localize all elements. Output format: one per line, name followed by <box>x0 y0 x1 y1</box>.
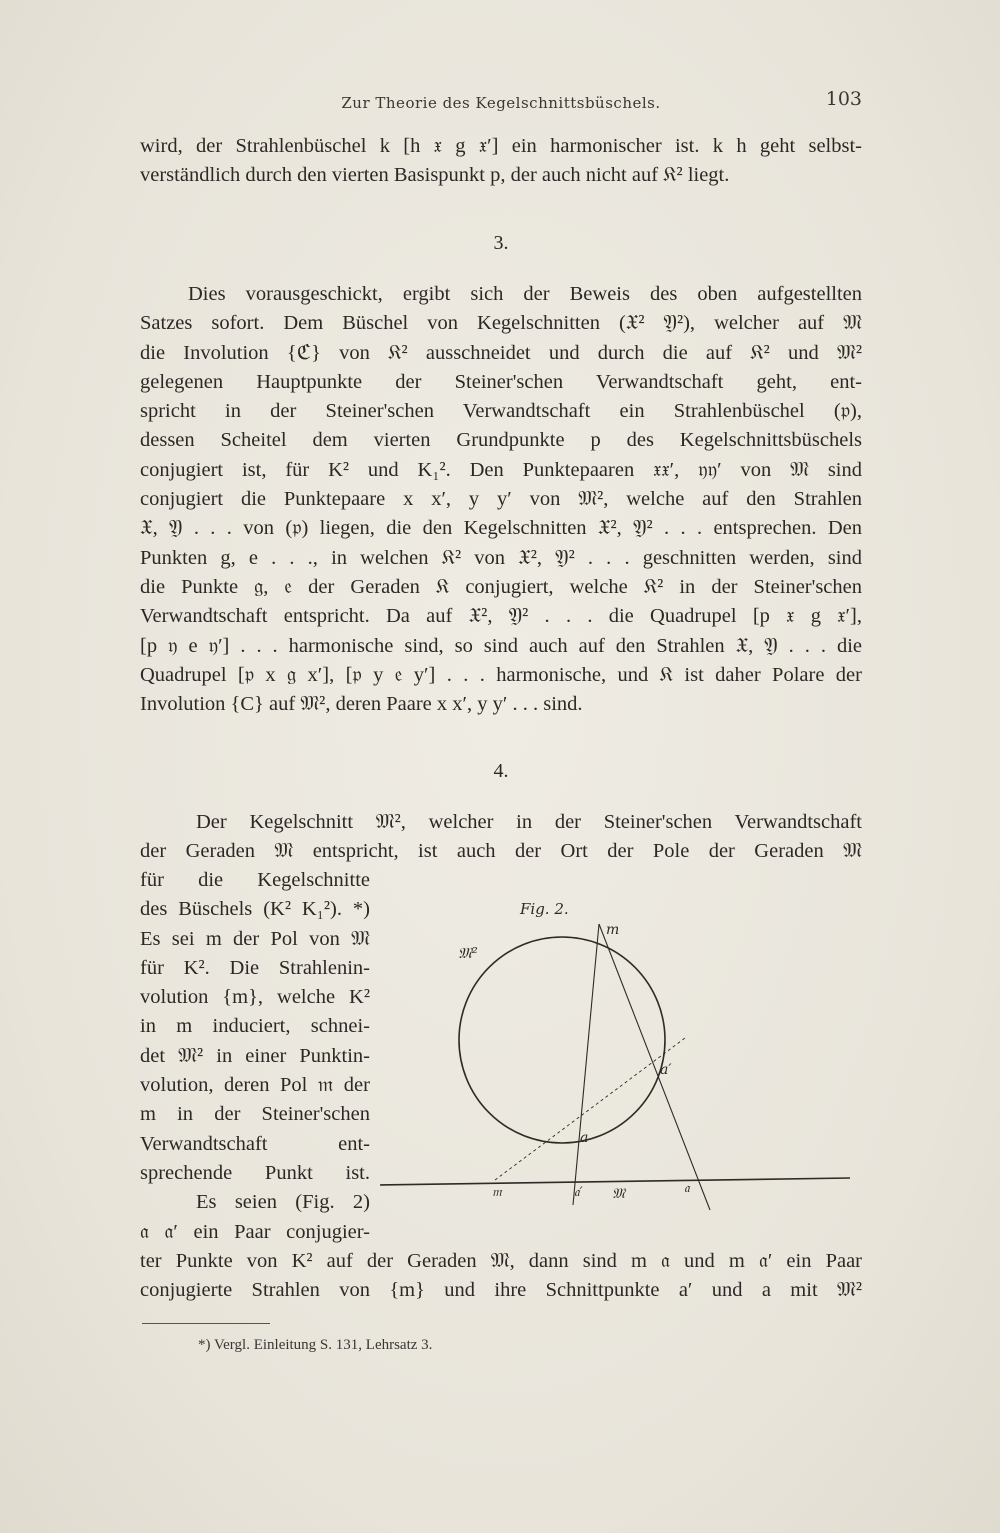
figure-caption: Fig. 2. <box>520 900 569 918</box>
figure-2 <box>380 880 860 1220</box>
text-line: Es seien (Fig. 2) <box>196 1191 370 1214</box>
text-line: gelegenen Hauptpunkte der Steiner'schen Verwandtschaft geht, ent- <box>140 370 862 393</box>
text-line: die Punkte 𝔤, 𝔢 der Geraden 𝔎 conjugiert, welche 𝔎² in der Steiner'schen <box>140 575 862 598</box>
text-line: conjugiert ist, für K² und K₁². Den Punktepaaren 𝔵𝔵′, 𝔶𝔶′ von 𝔐 sind <box>140 458 862 481</box>
text-line: verständlich durch den vierten Basispunkt p, der auch nicht auf 𝔎² liegt. <box>140 164 730 187</box>
text-line: der Geraden 𝔐 entspricht, ist auch der Ort der Pole der Geraden 𝔐 <box>140 840 862 863</box>
text-line: ter Punkte von K² auf der Geraden 𝔐, dann sind m 𝔞 und m 𝔞′ ein Paar <box>140 1250 862 1272</box>
text-line: m in der Steiner'schen <box>140 1103 370 1126</box>
label-frak-a-prime: 𝔞′ <box>574 1185 583 1200</box>
footnote: *) Vergl. Einleitung S. 131, Lehrsatz 3. <box>198 1337 433 1353</box>
label-a: a <box>580 1130 589 1146</box>
text-line: Verwandtschaft ent- <box>140 1132 370 1155</box>
line-M <box>380 1178 850 1185</box>
text-line: Involution {C} auf 𝔐², deren Paare x x′, y y′ . . . sind. <box>140 693 583 716</box>
section-number-3: 3. <box>493 232 509 254</box>
label-frak-a: 𝔞 <box>684 1181 690 1196</box>
text-line: Punkten g, e . . ., in welchen 𝔎² von 𝔛², 𝔜² . . . geschnitten werden, sind <box>140 546 862 569</box>
text-line: wird, der Strahlenbüschel k [h 𝔵 g 𝔵′] ein harmonischer ist. k h geht selbst- <box>140 135 862 157</box>
label-M: 𝔐 <box>612 1186 625 1202</box>
text-line: det 𝔐² in einer Punktin- <box>140 1044 370 1067</box>
text-line: in m induciert, schnei- <box>140 1015 370 1038</box>
text-line: volution {m}, welche K² <box>140 986 370 1009</box>
text-line: 𝔞 𝔞′ ein Paar conjugier- <box>140 1220 370 1243</box>
conic-circle <box>459 937 665 1143</box>
text-line: spricht in der Steiner'schen Verwandtschaft ein Strahlenbüschel (𝔭), <box>140 400 862 423</box>
text-line: des Büschels (K² K₁²). *) <box>140 898 370 921</box>
label-m: m <box>606 922 620 938</box>
dotted-line <box>495 1038 685 1180</box>
text-line: die Involution {ℭ} von 𝔎² ausschneidet und durch die auf 𝔎² und 𝔐² <box>140 341 862 364</box>
text-line: conjugierte Strahlen von {m} und ihre Schnittpunkte a′ und a mit 𝔐² <box>140 1279 862 1302</box>
section-number-4: 4. <box>493 760 509 782</box>
text-line: 𝔛, 𝔜 . . . von (𝔭) liegen, die den Kegelschnitten 𝔛², 𝔜² . . . entsprechen. Den <box>140 517 862 540</box>
text-line: [p 𝔶 e 𝔶′] . . . harmonische sind, so sind auch auf den Strahlen 𝔛, 𝔜 . . . die <box>140 634 862 657</box>
paragraph-2 <box>140 280 862 719</box>
text-line: dessen Scheitel dem vierten Grundpunkte p des Kegelschnittsbüschels <box>140 429 862 452</box>
text-line: Der Kegelschnitt 𝔐², welcher in der Steiner'schen Verwandtschaft <box>196 811 862 833</box>
text-line: sprechende Punkt ist. <box>140 1161 370 1184</box>
text-line: conjugiert die Punktepaare x x′, y y′ von 𝔐², welche auf den Strahlen <box>140 488 862 511</box>
text-line: volution, deren Pol 𝔪 der <box>140 1074 370 1097</box>
figure-2-diagram <box>380 880 860 1220</box>
text-line: Dies vorausgeschickt, ergibt sich der Beweis des oben aufgestellten <box>188 283 862 305</box>
paragraph-3-wrapped <box>140 866 370 1247</box>
text-line: für K². Die Strahlenin- <box>140 956 370 979</box>
page-number: 103 <box>825 88 862 110</box>
text-line: Satzes sofort. Dem Büschel von Kegelschnitten (𝔛² 𝔜²), welcher auf 𝔐 <box>140 312 862 335</box>
line-m-a-prime <box>599 924 710 1210</box>
label-frak-m: 𝔪 <box>492 1185 502 1200</box>
label-M2: 𝔐² <box>458 944 478 962</box>
running-header <box>140 88 862 118</box>
label-a-prime: a′ <box>660 1062 672 1078</box>
paragraph-3-continued <box>140 1247 862 1306</box>
text-line: für die Kegelschnitte <box>140 869 370 891</box>
footnote-rule <box>142 1323 270 1324</box>
text-line: Es sei m der Pol von 𝔐 <box>140 927 370 950</box>
header-title: Zur Theorie des Kegelschnittsbüschels. <box>341 94 661 112</box>
text-line: Quadrupel [𝔭 x 𝔤 x′], [𝔭 y 𝔢 y′] . . . harmonische, und 𝔎 ist daher Polare der <box>140 663 862 686</box>
line-m-a <box>573 924 599 1205</box>
text-line: Verwandtschaft entspricht. Da auf 𝔛², 𝔜² . . . die Quadrupel [p 𝔵 g 𝔵′], <box>140 605 862 628</box>
paragraph-3 <box>140 808 862 867</box>
paragraph-1 <box>140 132 862 191</box>
